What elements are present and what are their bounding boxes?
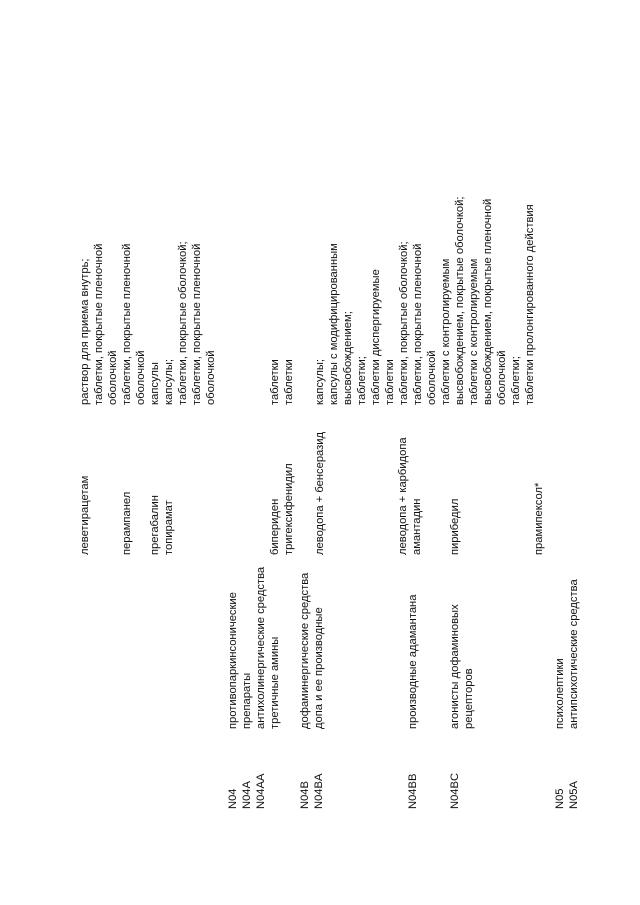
forms-biperiden	[268, 359, 296, 405]
group-name: допа и ее производные	[313, 607, 325, 729]
group-name: антихолинергические средства	[255, 566, 267, 729]
form-line: таблетки, покрытые пленочной	[121, 243, 133, 405]
group-name: антипсихотические средства	[568, 579, 580, 729]
group-name: третичные амины	[269, 636, 281, 729]
drug-name: амантадин	[411, 498, 423, 555]
drug-name: топирамат	[163, 500, 175, 555]
drug-levodopa-benserazide	[313, 432, 327, 555]
drug-pramipexole	[532, 483, 546, 555]
atc-code: N04	[227, 788, 239, 809]
drug-name: прегабалин	[149, 495, 161, 555]
group-name: противопаркинсонические	[227, 592, 239, 729]
drug-name: леветирацетам	[79, 475, 91, 555]
atc-code: N04BA	[313, 773, 325, 809]
form-line: таблетки	[384, 359, 396, 405]
atc-code: N04AA	[255, 773, 267, 809]
code-N04B	[298, 774, 326, 809]
form-line: таблетки, покрытые оболочкой;	[177, 241, 189, 405]
atc-code: N04BC	[449, 772, 461, 809]
form-line: таблетки, покрытые пленочной	[191, 243, 203, 405]
form-line: капсулы;	[314, 358, 326, 405]
form-line: высвобождением, покрытые пленочной	[482, 198, 494, 405]
form-line: таблетки с контролируемым	[440, 258, 452, 405]
drug-name: перампанел	[121, 491, 133, 555]
atc-code: N05A	[568, 781, 580, 809]
drug-name: леводопа + бенсеразид	[314, 431, 326, 555]
drug-name: леводопа + карбидопа	[397, 437, 409, 555]
form-line: таблетки;	[510, 356, 522, 405]
form-line: таблетки;	[356, 356, 368, 405]
group-name: рецепторов	[463, 668, 475, 729]
code-N04BB	[406, 774, 420, 809]
form-line: таблетки, покрытые оболочкой;	[398, 241, 410, 405]
form-line: капсулы	[149, 362, 161, 405]
form-line: таблетки диспергируемые	[370, 269, 382, 405]
group-name: агонисты дофаминовых	[449, 604, 461, 729]
form-line: оболочкой	[107, 350, 119, 405]
atc-code: N04A	[241, 781, 253, 809]
group-name: дофаминергические средства	[299, 572, 311, 729]
drug-biperiden	[268, 463, 296, 555]
drug-name: пирибедил	[449, 498, 461, 555]
drug-piribedil	[448, 499, 462, 555]
group-N04BB	[406, 595, 420, 729]
code-N04BC	[448, 773, 462, 809]
form-line: таблетки	[283, 359, 295, 405]
form-line: высвобождением;	[342, 311, 354, 405]
group-name: психолептики	[554, 658, 566, 729]
form-line: таблетки с контролируемым	[468, 258, 480, 405]
atc-code: N04BB	[407, 773, 419, 809]
forms-levetiracetam	[78, 241, 218, 405]
drug-name: прамипексол*	[533, 482, 545, 555]
drug-pregabalin	[148, 495, 176, 555]
group-N04	[226, 567, 282, 729]
group-N04B	[298, 573, 326, 729]
form-line: оболочкой	[205, 350, 217, 405]
forms-levodopa-benserazide	[313, 196, 537, 405]
atc-code: N05	[554, 788, 566, 809]
form-line: оболочкой	[135, 350, 147, 405]
drug-levodopa-carbidopa	[396, 437, 424, 555]
code-N05	[553, 781, 581, 809]
form-line: капсулы;	[163, 358, 175, 405]
form-line: капсулы с модифицированным	[328, 243, 340, 405]
group-name: производные адамантана	[407, 594, 419, 729]
atc-code: N04B	[299, 781, 311, 809]
group-N04BC	[448, 604, 476, 729]
form-line: раствор для приема внутрь;	[79, 258, 91, 405]
drug-levetiracetam	[78, 476, 92, 555]
drug-perampanel	[120, 492, 134, 555]
form-line: высвобождением, покрытые оболочкой;	[454, 196, 466, 405]
form-line: таблетки	[269, 359, 281, 405]
form-line: оболочкой	[426, 350, 438, 405]
group-N05	[553, 579, 581, 729]
form-line: таблетки, покрытые пленочной	[412, 243, 424, 405]
group-name: препараты	[241, 672, 253, 729]
code-N04	[226, 774, 268, 809]
drug-name: бипериден	[269, 498, 281, 555]
form-line: оболочкой	[496, 350, 508, 405]
form-line: таблетки пролонгированного действия	[524, 204, 536, 405]
drug-name: тригексифенидил	[283, 463, 295, 555]
form-line: таблетки, покрытые пленочной	[93, 243, 105, 405]
